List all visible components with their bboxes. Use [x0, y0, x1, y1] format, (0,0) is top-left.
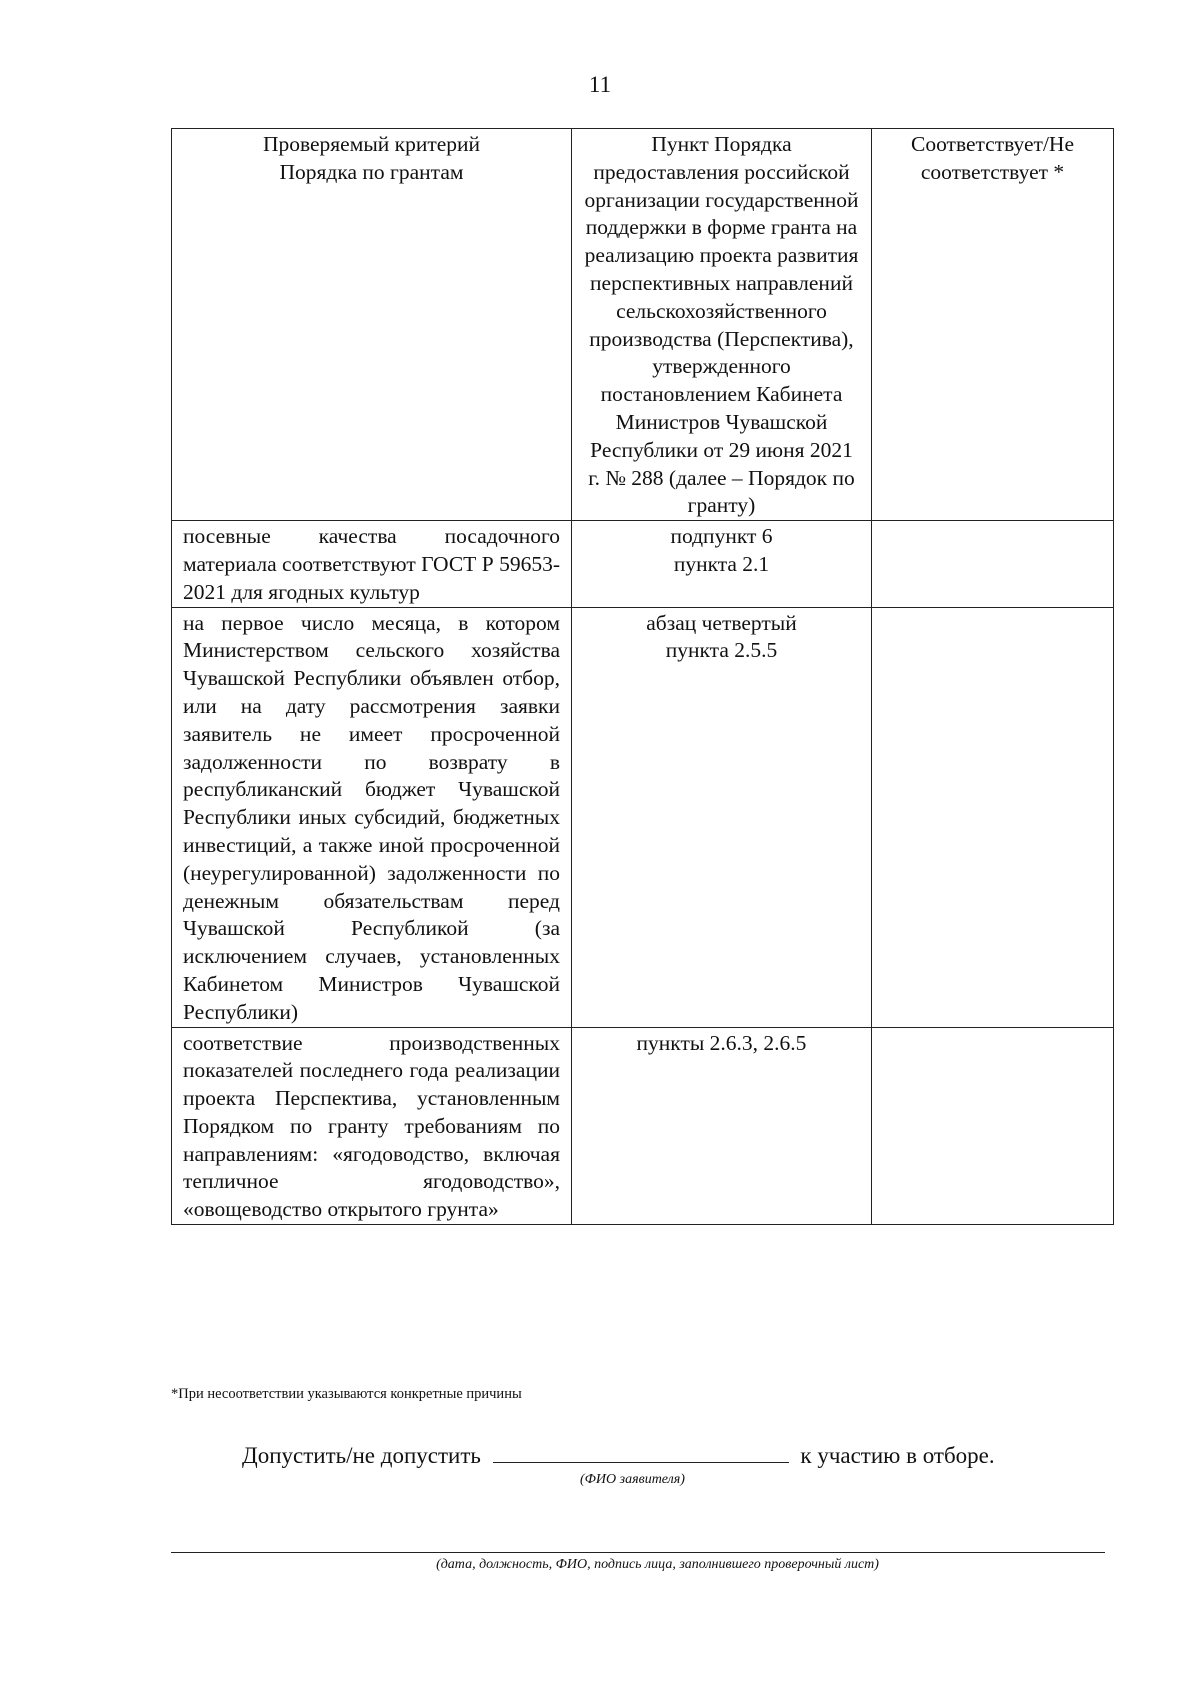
table-row: [172, 607, 1114, 1027]
header-criterion: Проверяемый критерий Порядка по грантам: [172, 129, 572, 521]
row-criterion: соответствие производственных показателей последнего года реализации проекта Перспектива, установленным Порядком по гранту требованиям по направлениям: «ягодоводство, включая тепличное ягодоводство», «овощеводство открытого грунта»: [172, 1027, 572, 1225]
applicant-name-caption: (ФИО заявителя): [580, 1472, 685, 1487]
row-criterion: на первое число месяца, в котором Министерством сельского хозяйства Чувашской Республики объявлен отбор, или на дату рассмотрения заявки заявитель не имеет просроченной задолженности по возврату в республиканский бюджет Чувашской Республики иных субсидий, бюджетных инвестиций, а также иной просроченной (неурегулированной) задолженности по денежным обязательствам перед Чувашской Республикой (за исключением случаев, установленных Кабинетом Министров Чувашской Республики): [172, 607, 572, 1027]
row-clause: абзац четвертый пункта 2.5.5: [572, 607, 872, 1027]
row-compliance: [872, 1027, 1114, 1225]
table-header-row: [172, 129, 1114, 521]
row-criterion: посевные качества посадочного материала соответствуют ГОСТ Р 59653-2021 для ягодных культур: [172, 521, 572, 607]
criteria-table: [171, 128, 1114, 1225]
signature-line[interactable]: [171, 1552, 1105, 1553]
admission-prefix: Допустить/не допустить: [242, 1443, 481, 1468]
page-number: 11: [588, 72, 612, 97]
row-compliance: [872, 607, 1114, 1027]
signature-caption: (дата, должность, ФИО, подпись лица, заполнившего проверочный лист): [436, 1557, 879, 1572]
row-clause: пункты 2.6.3, 2.6.5: [572, 1027, 872, 1225]
row-compliance: [872, 521, 1114, 607]
header-clause: Пункт Порядка предоставления российской организации государственной поддержки в форме гранта на реализацию проекта развития перспективных направлений сельскохозяйственного производства (Перспектива), утвержденного постановлением Кабинета Министров Чувашской Республики от 29 июня 2021 г. № 288 (далее – Порядок по гранту): [572, 129, 872, 521]
table-row: [172, 521, 1114, 607]
admission-suffix: к участию в отборе.: [800, 1443, 995, 1468]
table-row: [172, 1027, 1114, 1225]
applicant-name-blank[interactable]: [493, 1442, 789, 1463]
header-compliance: Соответствует/Не соответствует *: [872, 129, 1114, 521]
row-clause: подпункт 6 пункта 2.1: [572, 521, 872, 607]
admission-line: [242, 1442, 995, 1469]
footnote: *При несоответствии указываются конкретные причины: [171, 1386, 522, 1402]
